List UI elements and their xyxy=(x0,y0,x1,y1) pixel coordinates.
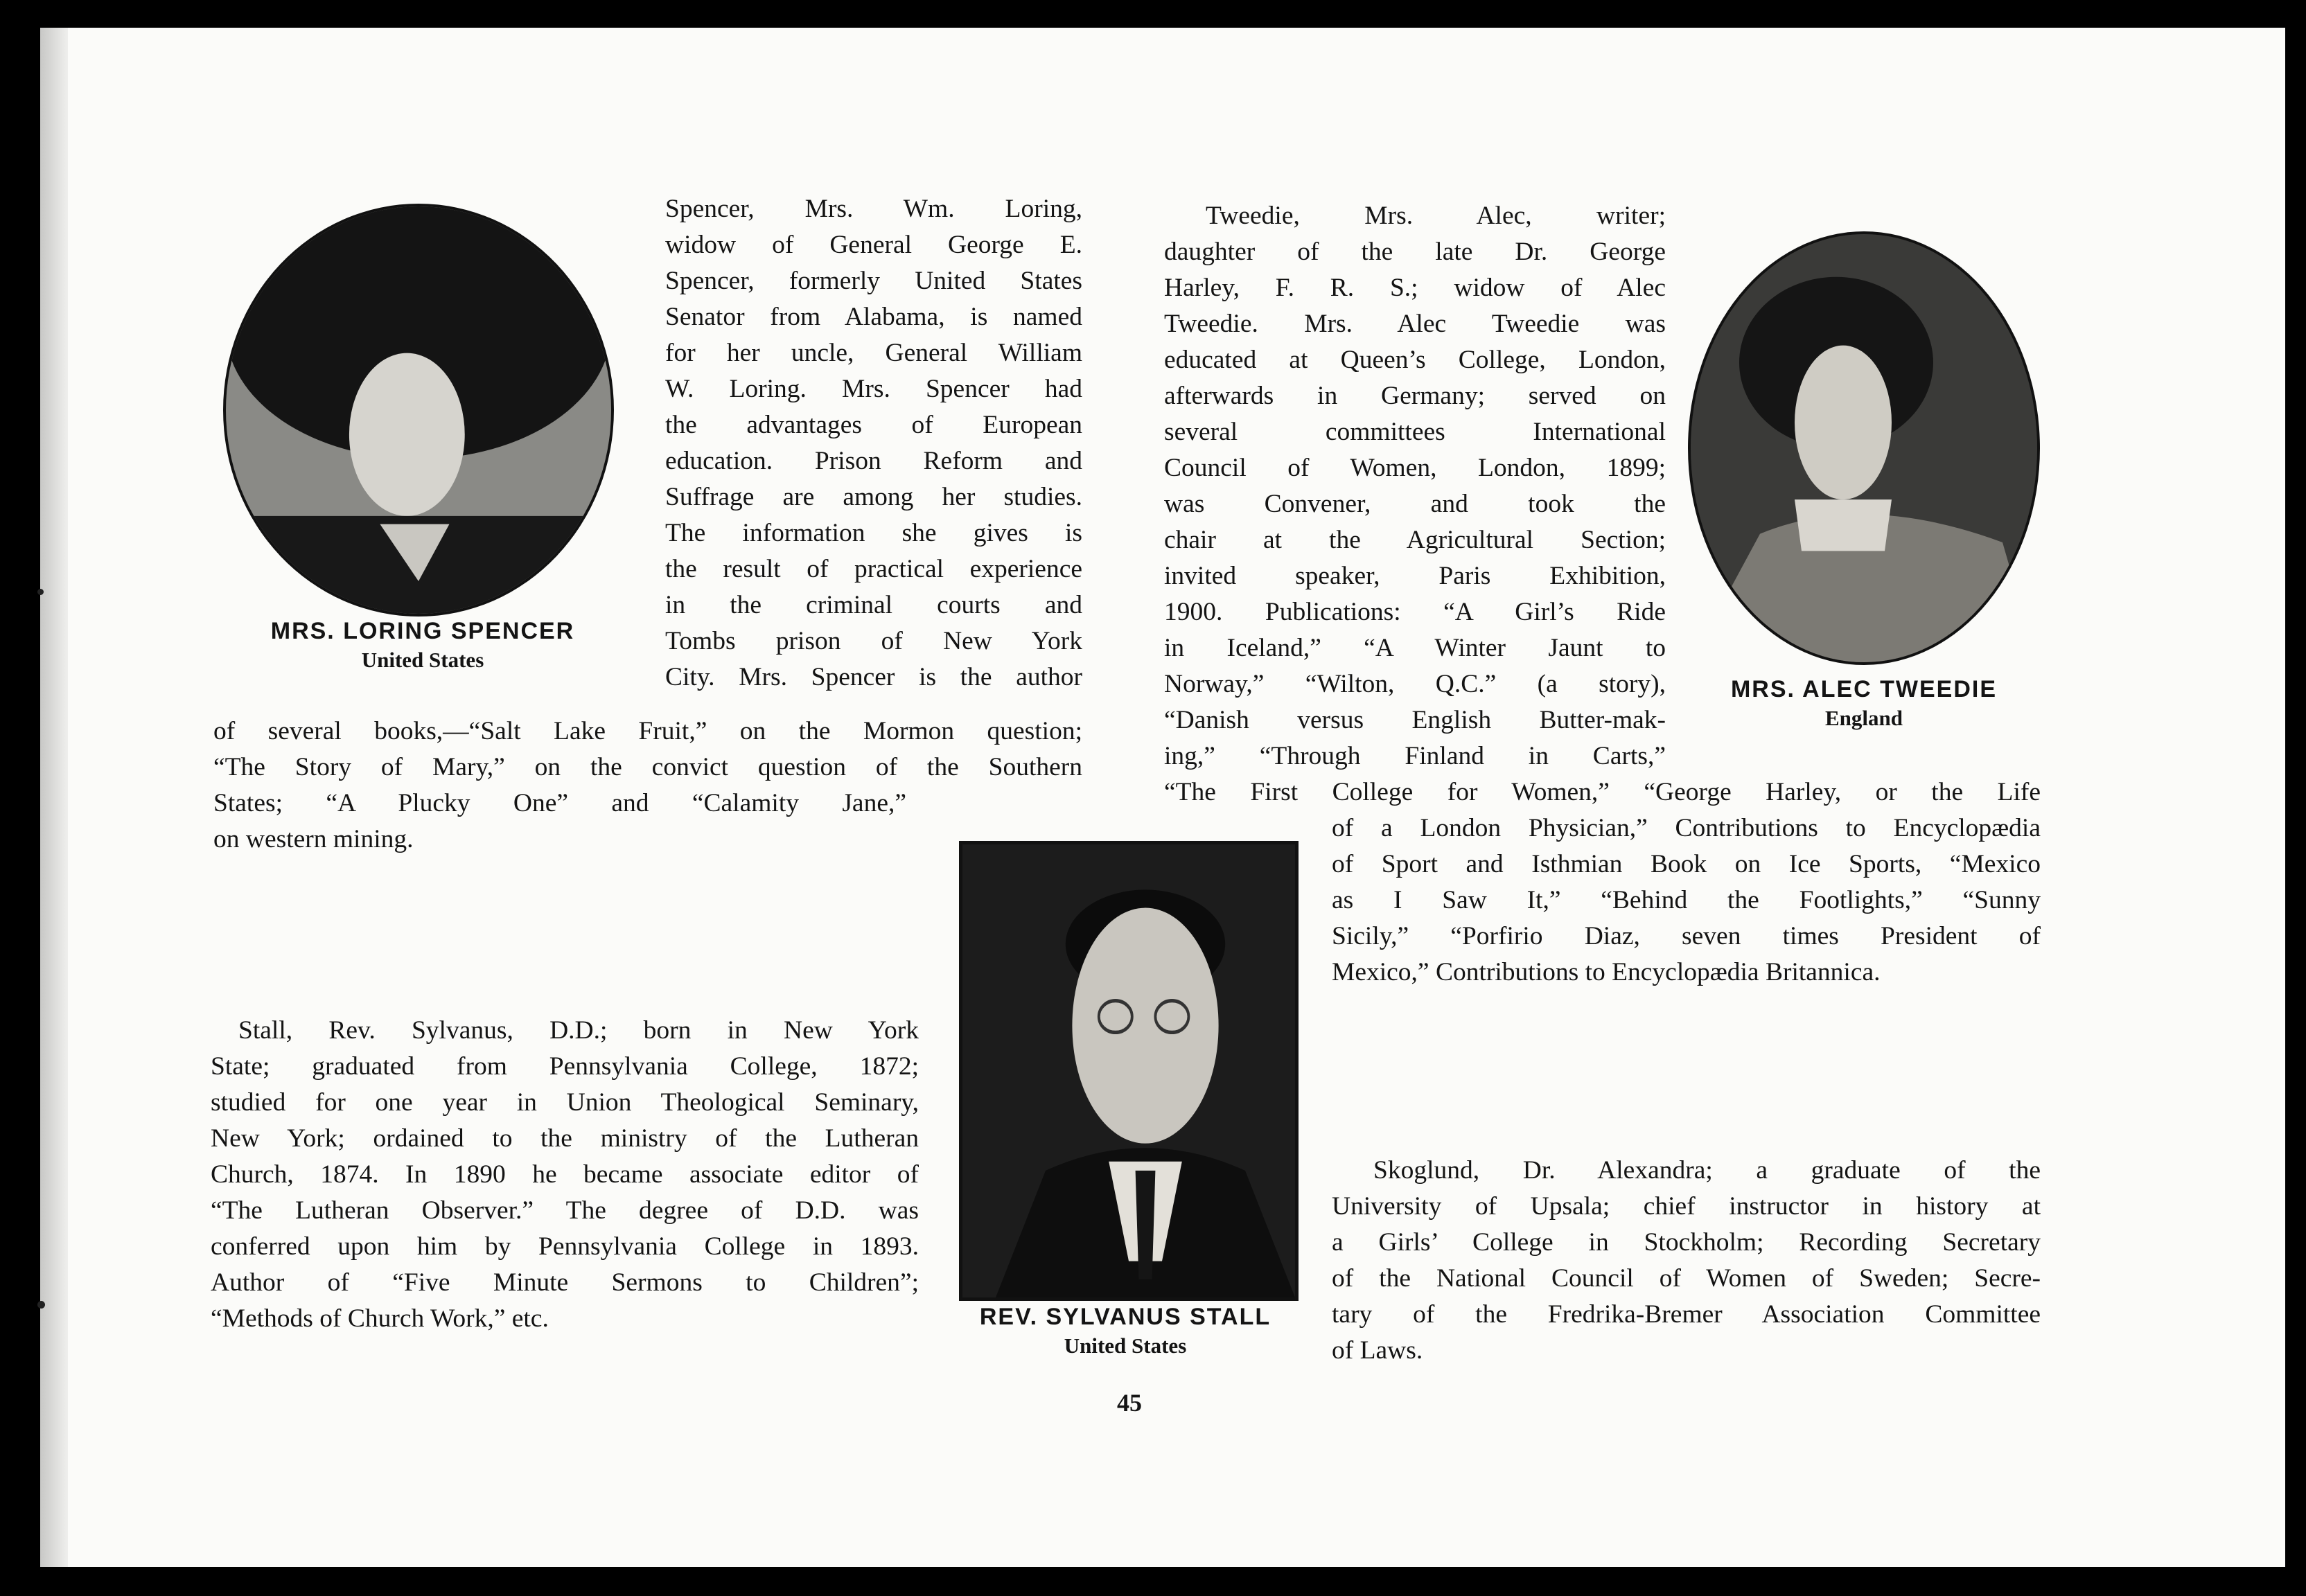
entry-spencer-narrow xyxy=(665,191,1082,695)
entry-skoglund xyxy=(1332,1153,2041,1369)
text-line: on western mining. xyxy=(213,825,414,853)
text-line: tary of the Fredrika-Bremer Association Committee xyxy=(1332,1300,2041,1329)
text-line: of the National Council of Women of Sweden; Secre- xyxy=(1332,1264,2041,1293)
portrait-alec-tweedie xyxy=(1688,231,2040,665)
text-line: afterwards in Germany; served on xyxy=(1164,382,1666,410)
text-line: widow of General George E. xyxy=(665,231,1082,259)
text-line: invited speaker, Paris Exhibition, xyxy=(1164,562,1666,590)
text-line: in the criminal courts and xyxy=(665,591,1082,619)
text-line: Author of “Five Minute Sermons to Children”; xyxy=(211,1268,919,1297)
text-line: as I Saw It,” “Behind the Footlights,” “Sunny xyxy=(1332,886,2041,914)
text-line: chair at the Agricultural Section; xyxy=(1164,526,1666,554)
text-line: several committees International xyxy=(1164,418,1666,446)
text-line: studied for one year in Union Theological Seminary, xyxy=(211,1088,919,1117)
text-line: Stall, Rev. Sylvanus, D.D.; born in New York xyxy=(238,1016,919,1045)
text-line: Mexico,” Contributions to Encyclopædia Britannica. xyxy=(1332,958,1881,986)
caption-loring-spencer xyxy=(236,618,610,673)
portrait-sylvanus-stall xyxy=(959,841,1299,1301)
text-line: Harley, F. R. S.; widow of Alec xyxy=(1164,274,1666,302)
text-line: Senator from Alabama, is named xyxy=(665,303,1082,331)
text-line: City. Mrs. Spencer is the author xyxy=(665,663,1082,691)
text-line: Tweedie, Mrs. Alec, writer; xyxy=(1206,202,1666,230)
text-line: Spencer, formerly United States xyxy=(665,267,1082,295)
text-line: New York; ordained to the ministry of the Lutheran xyxy=(211,1124,919,1153)
text-line: Council of Women, London, 1899; xyxy=(1164,454,1666,482)
caption-name: MRS. LORING SPENCER xyxy=(270,618,575,644)
text-line: of Laws. xyxy=(1332,1336,1423,1365)
text-line: of a London Physician,” Contributions to Encyclopædia xyxy=(1332,814,2041,842)
text-line: “Danish versus English Butter-mak- xyxy=(1164,706,1666,734)
caption-sylvanus-stall xyxy=(935,1304,1315,1358)
text-line: State; graduated from Pennsylvania College, 1872; xyxy=(211,1052,919,1081)
text-line: Skoglund, Dr. Alexandra; a graduate of the xyxy=(1373,1156,2041,1185)
text-line: “The First College for Women,” “George Harley, or the Life xyxy=(1164,778,2041,806)
text-line: education. Prison Reform and xyxy=(665,447,1082,475)
text-line: “Methods of Church Work,” etc. xyxy=(211,1304,549,1333)
text-line: Church, 1874. In 1890 he became associate editor of xyxy=(211,1160,919,1189)
text-line: The information she gives is xyxy=(665,519,1082,547)
text-line: of several books,—“Salt Lake Fruit,” on the Mormon question; xyxy=(213,717,1082,745)
text-line: a Girls’ College in Stockholm; Recording Secretary xyxy=(1332,1228,2041,1257)
text-line: University of Upsala; chief instructor in history at xyxy=(1332,1192,2041,1221)
text-line: Tweedie. Mrs. Alec Tweedie was xyxy=(1164,310,1666,338)
caption-name: MRS. ALEC TWEEDIE xyxy=(1730,676,1998,702)
text-line: the result of practical experience xyxy=(665,555,1082,583)
caption-country: United States xyxy=(1064,1333,1187,1358)
caption-country: United States xyxy=(361,648,484,672)
caption-alec-tweedie xyxy=(1677,676,2051,731)
text-line: the advantages of European xyxy=(665,411,1082,439)
text-line: was Convener, and took the xyxy=(1164,490,1666,518)
text-line: ing,” “Through Finland in Carts,” xyxy=(1164,742,1666,770)
text-line: Tombs prison of New York xyxy=(665,627,1082,655)
text-line: Suffrage are among her studies. xyxy=(665,483,1082,511)
text-line: Sicily,” “Porfirio Diaz, seven times President of xyxy=(1332,922,2041,950)
text-line: educated at Queen’s College, London, xyxy=(1164,346,1666,374)
scan-speck xyxy=(37,589,44,595)
entry-tweedie-wide xyxy=(1332,810,2041,991)
entry-stall xyxy=(211,1013,919,1337)
page-spine-shadow xyxy=(40,28,68,1567)
scan-speck xyxy=(37,1301,45,1309)
caption-country: England xyxy=(1824,706,1903,730)
text-line: for her uncle, General William xyxy=(665,339,1082,367)
text-line: W. Loring. Mrs. Spencer had xyxy=(665,375,1082,403)
page-number: 45 xyxy=(1117,1389,1142,1417)
portrait-loring-spencer xyxy=(223,204,614,617)
text-line: States; “A Plucky One” and “Calamity Jane,” xyxy=(213,789,906,817)
text-line: daughter of the late Dr. George xyxy=(1164,238,1666,266)
text-line: “The Lutheran Observer.” The degree of D.D. was xyxy=(211,1196,919,1225)
entry-spencer-wide xyxy=(213,713,1082,858)
text-line: 1900. Publications: “A Girl’s Ride xyxy=(1164,598,1666,626)
text-line: of Sport and Isthmian Book on Ice Sports, “Mexico xyxy=(1332,850,2041,878)
text-line: conferred upon him by Pennsylvania College in 1893. xyxy=(211,1232,919,1261)
caption-name: REV. SYLVANUS STALL xyxy=(979,1304,1271,1330)
text-line: “The Story of Mary,” on the convict question of the Southern xyxy=(213,753,1082,781)
text-line: Norway,” “Wilton, Q.C.” (a story), xyxy=(1164,670,1666,698)
text-line: Spencer, Mrs. Wm. Loring, xyxy=(665,195,1082,223)
text-line: in Iceland,” “A Winter Jaunt to xyxy=(1164,634,1666,662)
